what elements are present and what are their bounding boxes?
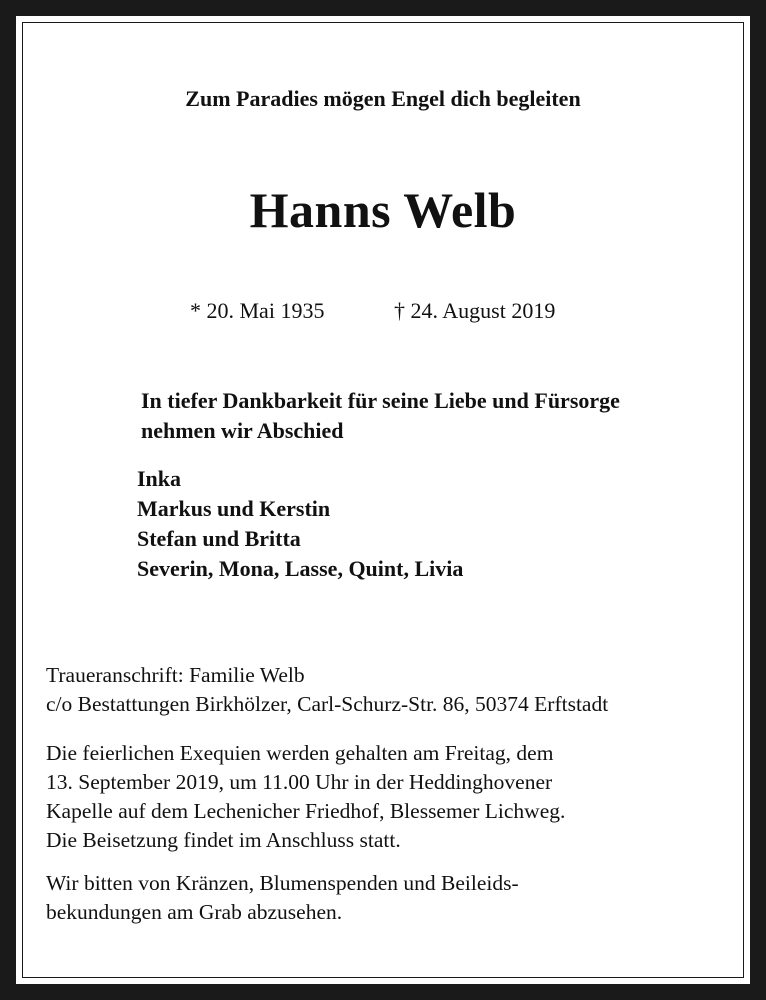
service-line: 13. September 2019, um 11.00 Uhr in der Heddinghovener (46, 770, 553, 794)
request-note (46, 869, 519, 927)
request-line: bekundungen am Grab abzusehen. (46, 900, 343, 924)
service-line: Die Beisetzung findet im Anschluss statt. (46, 828, 401, 852)
farewell-line: In tiefer Dankbarkeit für seine Liebe und Fürsorge (141, 388, 620, 413)
address-line: c/o Bestattungen Birkhölzer, Carl-Schurz-Str. 86, 50374 Erftstadt (46, 692, 609, 716)
mourner: Markus und Kerstin (137, 496, 331, 521)
deceased-name: Hanns Welb (249, 182, 517, 238)
birth-date: * 20. Mai 1935 (190, 298, 325, 323)
service-line: Kapelle auf dem Lechenicher Friedhof, Blessemer Lichweg. (46, 799, 566, 823)
mourning-address (46, 661, 608, 719)
mourner: Stefan und Britta (137, 526, 301, 551)
death-date: † 24. August 2019 (394, 298, 556, 323)
mourner: Inka (137, 466, 182, 491)
farewell-text (141, 386, 620, 446)
mourners-list (137, 464, 463, 584)
mourner: Severin, Mona, Lasse, Quint, Livia (137, 556, 464, 581)
service-info (46, 739, 565, 855)
request-line: Wir bitten von Kränzen, Blumenspenden und Beileids- (46, 871, 519, 895)
service-line: Die feierlichen Exequien werden gehalten am Freitag, dem (46, 741, 554, 765)
motto: Zum Paradies mögen Engel dich begleiten (185, 86, 581, 111)
address-line: Traueranschrift: Familie Welb (46, 663, 305, 687)
farewell-line: nehmen wir Abschied (141, 418, 344, 443)
